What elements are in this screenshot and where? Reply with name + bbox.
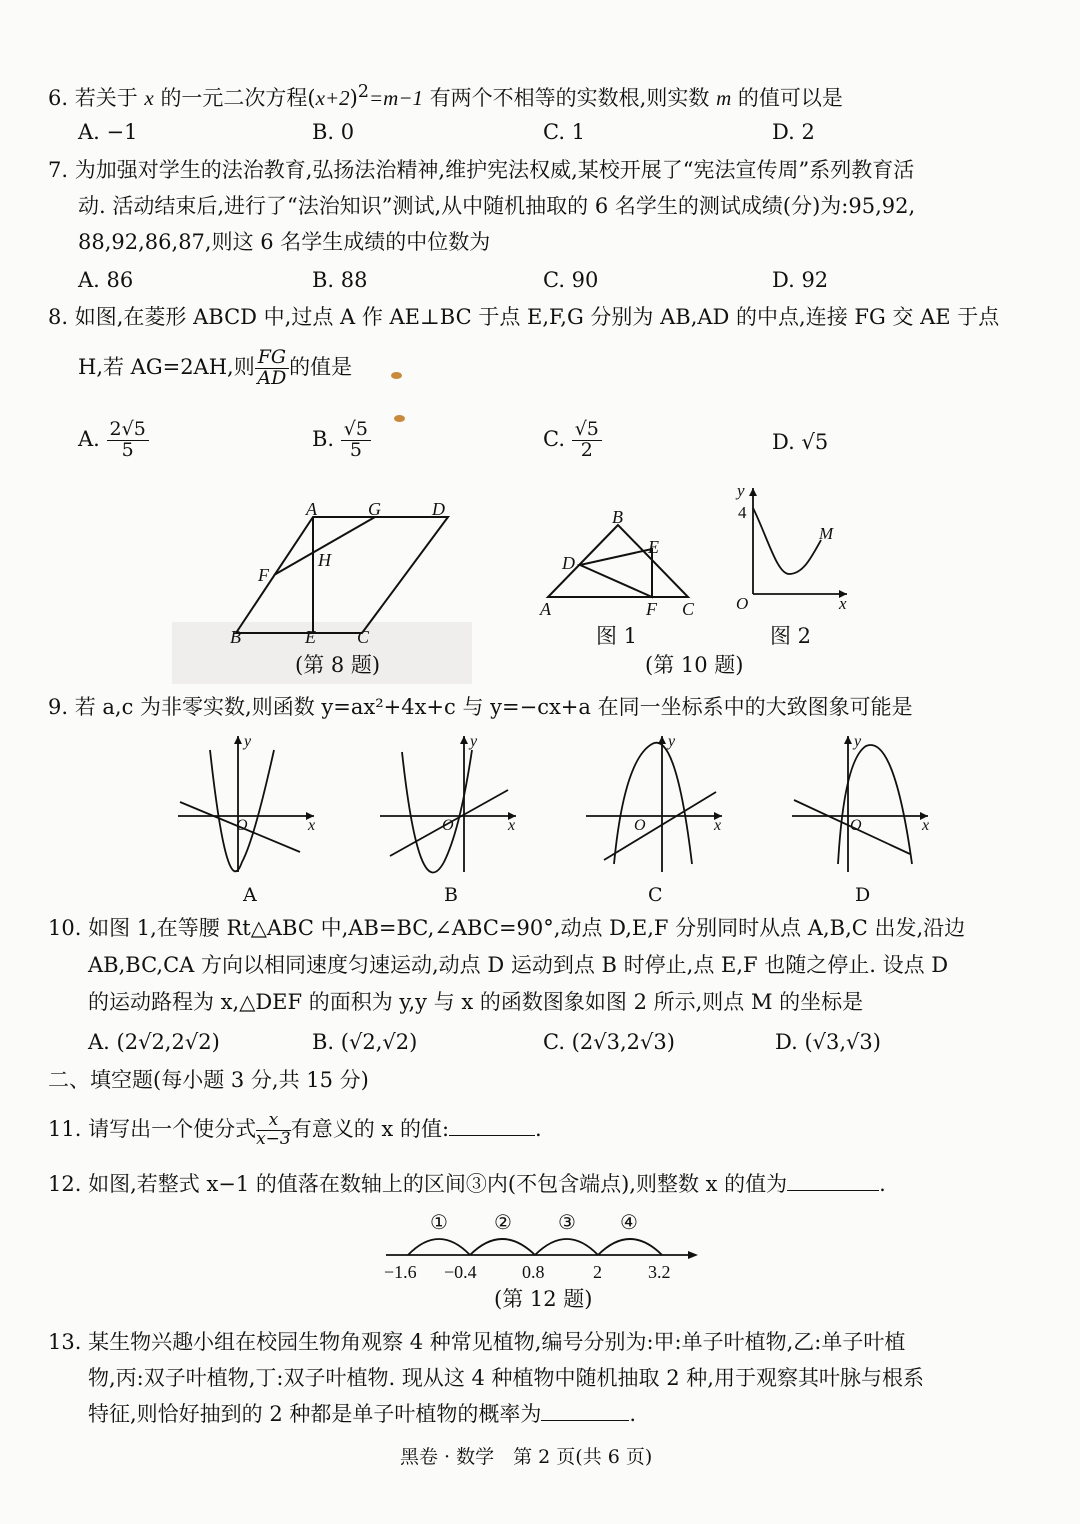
q6-stem-part: 有两个不相等的实数根,则实数 xyxy=(429,86,710,110)
q8-text: 如图,在菱形 ABCD 中,过点 A 作 AE⊥BC 于点 E,F,G 分别为 AB,AD 的中点,连接 FG 交 AE 于点 xyxy=(74,305,1000,329)
q8-text: H,若 AG=2AH,则 xyxy=(78,354,255,379)
q8-point-label: F xyxy=(258,565,269,585)
q9-axis-label: x xyxy=(508,817,516,834)
q13-answer-blank[interactable] xyxy=(541,1402,629,1421)
q10-figure-2 xyxy=(725,478,855,618)
q8-frac-num: FG xyxy=(255,348,289,369)
q9-graph-d-label: D xyxy=(855,884,871,906)
q10-point-label: F xyxy=(646,599,657,619)
q6-stem xyxy=(48,82,843,111)
q9-graph-d xyxy=(786,730,936,880)
q8-point-label: A xyxy=(306,499,317,519)
q9-text: 若 a,c 为非零实数,则函数 y=ax²+4x+c 与 y=−cx+a 在同一坐标系中的大致图象可能是 xyxy=(74,695,913,719)
q7-stem-line2: 动. 活动结束后,进行了“法治知识”测试,从中随机抽取的 6 名学生的测试成绩(分)为:95,92, xyxy=(78,194,916,218)
q10-stem-line3: 的运动路程为 x,△DEF 的面积为 y,y 与 x 的函数图象如图 2 所示,则点 M 的坐标是 xyxy=(88,990,864,1014)
q8-number: 8. xyxy=(48,305,69,329)
q12-number: 12. xyxy=(48,1172,82,1196)
page-footer: 黑卷 · 数学 第 2 页(共 6 页) xyxy=(400,1446,653,1468)
q8-point-label: C xyxy=(357,627,370,647)
q12-tick-label: 2 xyxy=(593,1262,602,1282)
q10-point-label: C xyxy=(682,599,695,619)
ink-blot xyxy=(394,415,405,422)
q12-interval-label: ② xyxy=(494,1212,512,1234)
q8-point-label: G xyxy=(368,499,381,519)
q8-stem-line2 xyxy=(78,348,352,389)
q8-frac-den: AD xyxy=(257,366,287,389)
q13-text: 特征,则恰好抽到的 2 种都是单子叶植物的概率为 xyxy=(88,1402,542,1426)
q8-frac-den: 5 xyxy=(121,438,134,461)
q11-text: 请写出一个使分式 xyxy=(88,1116,257,1141)
q7-option-d: D. 92 xyxy=(772,268,829,292)
q9-graph-a-label: A xyxy=(243,884,257,906)
q13-end: . xyxy=(629,1402,637,1426)
q10-fig2-label: 图 2 xyxy=(770,624,812,648)
q12-tick-label: 3.2 xyxy=(648,1262,671,1282)
q11-frac-num: x xyxy=(256,1112,291,1131)
q6-stem-part: 的一元二次方程( xyxy=(160,86,316,110)
q13-stem-line1 xyxy=(48,1330,905,1355)
q10-option-b: B. (√2,√2) xyxy=(312,1030,418,1054)
q10-number: 10. xyxy=(48,916,82,940)
q8-option-label: C. xyxy=(543,426,565,451)
q13-text: 某生物兴趣小组在校园生物角观察 4 种常见植物,编号分别为:甲:单子叶植物,乙:单子叶植 xyxy=(88,1330,906,1354)
q10-fig1-label: 图 1 xyxy=(596,624,638,648)
q9-graph-a xyxy=(172,730,322,880)
q6-stem-part: 的值可以是 xyxy=(737,86,843,110)
q8-point-label: B xyxy=(230,627,241,647)
q10-fig2-axis-label: y xyxy=(737,481,745,500)
q8-option-a xyxy=(78,420,149,461)
q6-eq: ) xyxy=(349,86,358,110)
q10-fig2-tick-label: 4 xyxy=(738,503,747,522)
q10-stem-line2: AB,BC,CA 方向以相同速度匀速运动,动点 D 运动到点 B 时停止,点 E,F 也随之停止. 设点 D xyxy=(88,953,949,977)
q6-option-c: C. 1 xyxy=(543,120,586,144)
q8-point-label: H xyxy=(318,550,331,570)
q6-eq: x+2 xyxy=(315,86,350,110)
q8-option-d xyxy=(772,430,828,455)
q6-var: x xyxy=(144,86,154,110)
q12-tick-label: 0.8 xyxy=(522,1262,545,1282)
ink-blot xyxy=(391,372,402,379)
q6-var: m xyxy=(716,86,732,110)
q6-option-a: A. −1 xyxy=(78,120,138,144)
q10-option-c: C. (2√3,2√3) xyxy=(543,1030,675,1054)
q10-point-label: B xyxy=(612,507,623,527)
q11-stem xyxy=(48,1112,542,1149)
q10-option-a: A. (2√2,2√2) xyxy=(88,1030,220,1054)
q8-point-label: E xyxy=(305,627,316,647)
q7-option-a: A. 86 xyxy=(78,268,134,292)
q6-eq: =m−1 xyxy=(368,86,423,110)
q9-graph-b-label: B xyxy=(444,884,458,906)
q9-axis-label: x xyxy=(922,817,930,834)
q12-caption: (第 12 题) xyxy=(494,1287,593,1311)
q10-fig2-axis-label: x xyxy=(839,594,847,613)
q11-frac-den: x−3 xyxy=(256,1128,291,1149)
q6-option-d: D. 2 xyxy=(772,120,815,144)
q7-option-b: B. 88 xyxy=(312,268,368,292)
q7-text: 为加强对学生的法治教育,弘扬法治精神,维护宪法权威,某校开展了“宪法宣传周”系列教育活 xyxy=(74,158,915,182)
q8-option-label: D. xyxy=(772,430,795,454)
q9-origin-label: O xyxy=(634,817,646,834)
q9-origin-label: O xyxy=(442,817,454,834)
q8-figure xyxy=(220,495,460,655)
q12-text: 如图,若整式 x−1 的值落在数轴上的区间③内(不包含端点),则整数 x 的值为 xyxy=(88,1172,788,1196)
q10-point-label: D xyxy=(562,553,575,573)
q9-graph-b xyxy=(374,730,524,880)
q13-stem-line2: 物,丙:双子叶植物,丁:双子叶植物. 现从这 4 种植物中随机抽取 2 种,用于观察其叶脉与根系 xyxy=(88,1366,924,1390)
q10-stem-line1 xyxy=(48,916,965,941)
q11-text: 有意义的 x 的值: xyxy=(290,1116,450,1141)
q10-fig2-origin-label: O xyxy=(736,594,749,613)
q13-number: 13. xyxy=(48,1330,82,1354)
q8-frac-den: 5 xyxy=(349,438,362,461)
q12-end: . xyxy=(879,1172,886,1196)
q9-axis-label: y xyxy=(854,733,862,750)
q8-option-frac xyxy=(107,420,149,461)
q6-eq-exponent: 2 xyxy=(357,82,369,102)
q12-interval-label: ④ xyxy=(620,1212,638,1234)
q8-option-c xyxy=(543,420,602,461)
q9-stem xyxy=(48,695,913,720)
q6-option-b: B. 0 xyxy=(312,120,355,144)
q8-option-b xyxy=(312,420,371,461)
q10-caption: (第 10 题) xyxy=(645,653,744,677)
q12-interval-label: ① xyxy=(430,1212,448,1234)
q8-frac-num: √5 xyxy=(341,420,371,441)
q8-stem-line1 xyxy=(48,305,999,330)
q11-answer-blank[interactable] xyxy=(449,1117,535,1136)
q9-origin-label: O xyxy=(850,817,862,834)
q11-number: 11. xyxy=(48,1116,82,1141)
q12-stem xyxy=(48,1172,886,1197)
q9-graph-c xyxy=(580,730,730,880)
q8-text: 的值是 xyxy=(289,354,353,379)
q8-frac-den: 2 xyxy=(580,438,593,461)
q10-fig2-point-label: M xyxy=(819,524,834,543)
q9-axis-label: y xyxy=(244,733,252,750)
q8-caption: (第 8 题) xyxy=(295,653,381,677)
q8-frac-num: √5 xyxy=(572,420,602,441)
q8-option-value: √5 xyxy=(801,430,829,454)
q6-number: 6. xyxy=(48,86,69,110)
q9-axis-label: y xyxy=(668,733,676,750)
q10-point-label: E xyxy=(648,537,659,557)
q12-tick-label: −0.4 xyxy=(444,1262,477,1282)
q7-stem-line1 xyxy=(48,158,914,183)
section-heading: 二、填空题(每小题 3 分,共 15 分) xyxy=(48,1068,369,1092)
q12-number-line xyxy=(380,1205,710,1285)
q10-text: 如图 1,在等腰 Rt△ABC 中,AB=BC,∠ABC=90°,动点 D,E,F 分别同时从点 A,B,C 出发,沿边 xyxy=(88,916,966,940)
q8-option-frac xyxy=(572,420,602,461)
q9-number: 9. xyxy=(48,695,69,719)
q7-stem-line3: 88,92,86,87,则这 6 名学生成绩的中位数为 xyxy=(78,230,491,254)
q7-option-c: C. 90 xyxy=(543,268,599,292)
q8-option-frac xyxy=(341,420,371,461)
q10-point-label: A xyxy=(540,599,551,619)
q9-origin-label: O xyxy=(236,817,248,834)
q9-axis-label: x xyxy=(714,817,722,834)
q6-stem-part: 若关于 xyxy=(74,86,138,110)
q8-point-label: D xyxy=(432,499,445,519)
q10-figure-1 xyxy=(530,505,710,625)
q7-number: 7. xyxy=(48,158,69,182)
q8-fraction xyxy=(255,348,289,389)
q9-graph-c-label: C xyxy=(648,884,663,906)
q12-tick-label: −1.6 xyxy=(384,1262,417,1282)
q11-end: . xyxy=(535,1116,542,1141)
q12-answer-blank[interactable] xyxy=(787,1172,879,1191)
q8-option-label: B. xyxy=(312,426,335,451)
q13-stem-line3 xyxy=(88,1402,636,1427)
q8-frac-num: 2√5 xyxy=(107,420,149,441)
q9-axis-label: y xyxy=(470,733,478,750)
q12-interval-label: ③ xyxy=(558,1212,576,1234)
q11-fraction xyxy=(256,1112,291,1149)
q8-option-label: A. xyxy=(78,426,100,451)
q9-axis-label: x xyxy=(308,817,316,834)
q10-option-d: D. (√3,√3) xyxy=(775,1030,881,1054)
